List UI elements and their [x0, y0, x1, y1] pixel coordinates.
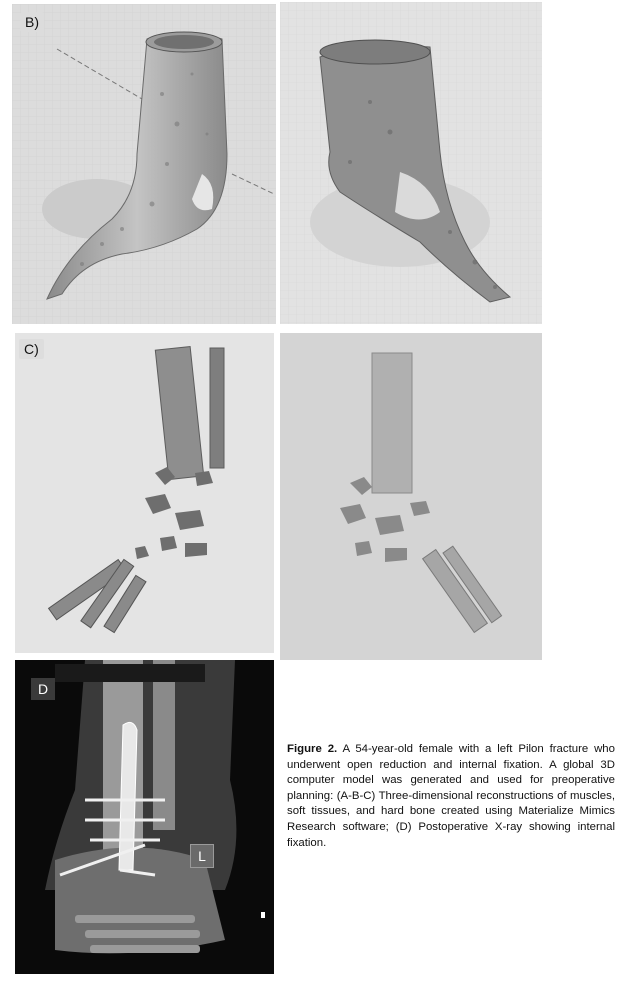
panel-c-left-image	[15, 333, 274, 653]
panel-b-left-image	[12, 4, 276, 324]
figure-caption-label: Figure 2.	[287, 743, 338, 755]
panel-b-label: B)	[20, 12, 44, 32]
panel-c-label: C)	[19, 339, 44, 359]
figure-caption-text: A 54-year-old female with a left Pilon fracture who underwent open reduction and internal fixation. A global 3D computer model was generated and used for preoperative planning: (A-B-C) Three-dimensional reconstructions of muscles, soft tissues, and hard bone created using Materialize Mimics Research software; (D) Postoperative X-ray showing internal fixation.	[287, 743, 615, 849]
panel-b-right-image	[280, 2, 542, 324]
panel-c-right-image	[280, 333, 542, 660]
figure-caption	[287, 742, 615, 851]
panel-d-xray-image	[15, 660, 274, 974]
panel-d-side-marker: L	[190, 844, 214, 868]
panel-d-label: D	[31, 678, 55, 700]
